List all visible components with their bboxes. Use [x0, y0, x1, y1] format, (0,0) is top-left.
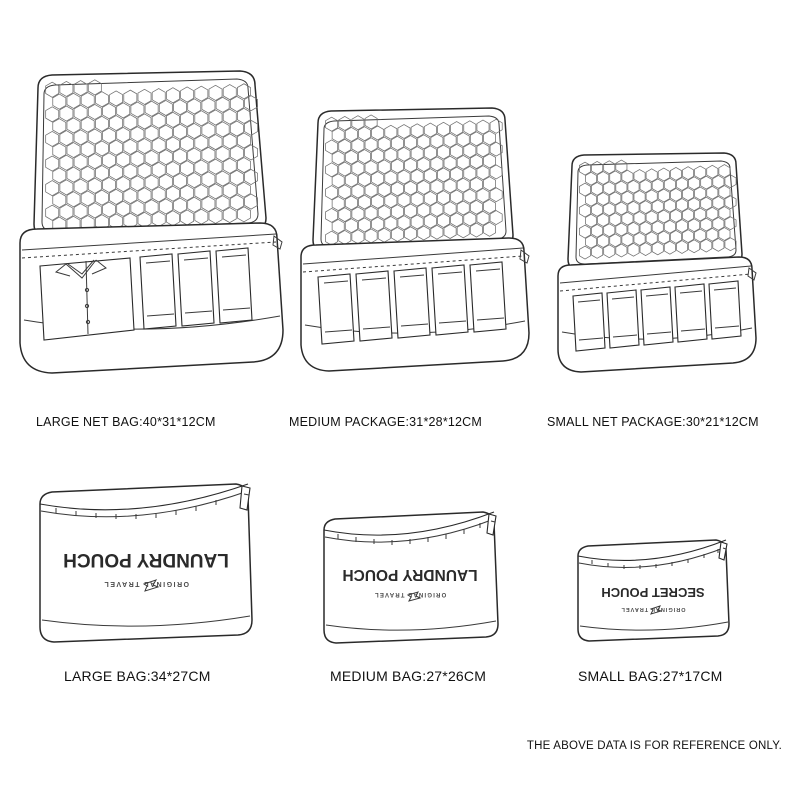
pouch-print-main: LAUNDRY POUCH [63, 549, 229, 570]
caption-small-net-package: SMALL NET PACKAGE:30*21*12CM [547, 415, 759, 429]
product-small-bag [568, 536, 738, 648]
folded-shirt [40, 258, 134, 340]
lid-with-mesh [34, 71, 266, 238]
caption-medium-package: MEDIUM PACKAGE:31*28*12CM [289, 415, 483, 429]
pouch-print-main: LAUNDRY POUCH [342, 566, 478, 583]
pouch-print-sub: ORIGINAL TRAVEL [373, 591, 447, 597]
medium-package-drawing [290, 105, 540, 380]
reference-footnote: THE ABOVE DATA IS FOR REFERENCE ONLY. [526, 740, 782, 752]
small-net-package-drawing [548, 150, 768, 380]
product-large-net-bag [8, 68, 298, 378]
product-medium-bag [312, 508, 508, 650]
pouch-print-sub: ORIGINAL TRAVEL [102, 580, 190, 587]
product-medium-package [290, 105, 540, 380]
lid-with-mesh [568, 153, 742, 271]
caption-medium-bag: MEDIUM BAG:27*26CM [330, 668, 487, 684]
medium-bag-drawing [312, 508, 508, 650]
large-bag-drawing [26, 480, 266, 650]
caption-large-net-bag: LARGE NET BAG:40*31*12CM [36, 415, 216, 429]
rolled-garments [140, 248, 252, 329]
caption-small-bag: SMALL BAG:27*17CM [578, 668, 723, 684]
large-net-bag-drawing [8, 68, 298, 378]
product-large-bag [26, 480, 266, 650]
pouch-print-main: SECRET POUCH [601, 585, 705, 600]
lid-with-mesh [313, 108, 513, 253]
pouch-print-sub: ORIGINAL TRAVEL [620, 606, 686, 612]
caption-large-bag: LARGE BAG:34*27CM [64, 668, 211, 684]
rolled-garments [318, 262, 506, 344]
small-bag-drawing [568, 536, 738, 648]
product-small-net-package [548, 150, 768, 380]
